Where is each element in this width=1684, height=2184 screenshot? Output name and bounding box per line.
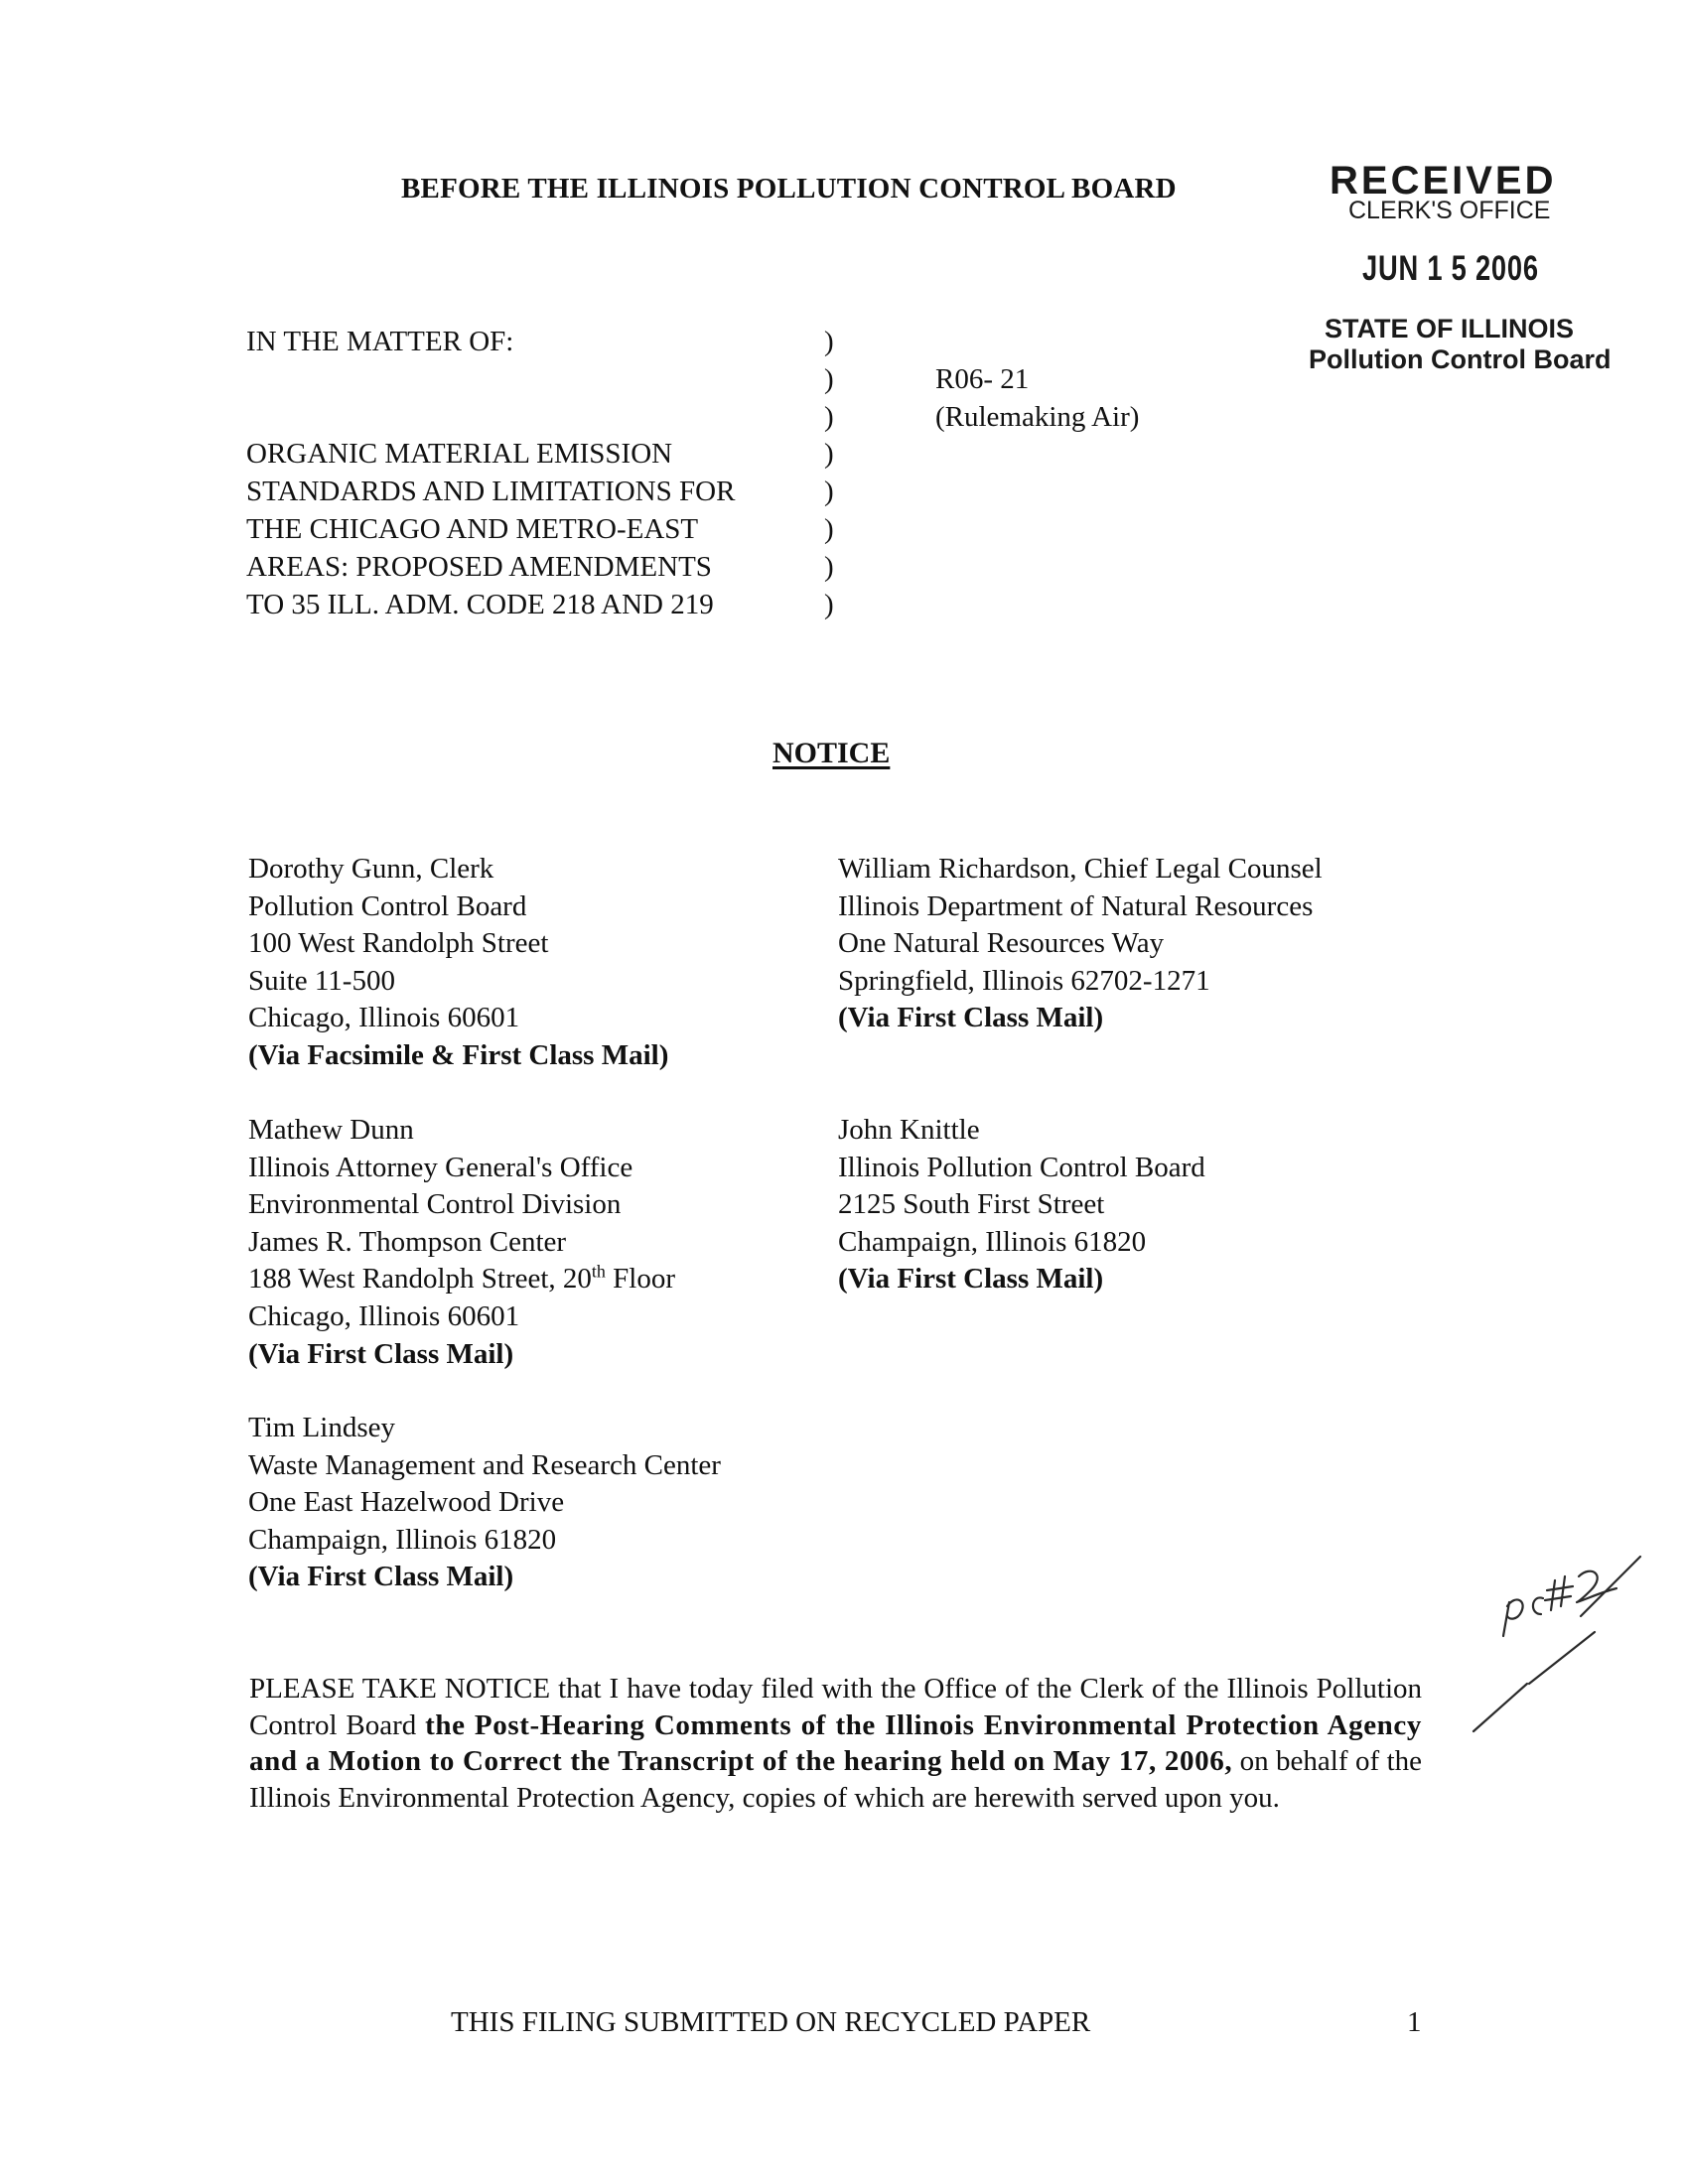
address-line: Environmental Control Division bbox=[248, 1188, 622, 1221]
address-line: Illinois Department of Natural Resources bbox=[838, 889, 1314, 922]
stamp-state: STATE OF ILLINOIS bbox=[1325, 314, 1574, 343]
address-line: 100 West Randolph Street bbox=[248, 927, 549, 960]
stamp-received: RECEIVED bbox=[1330, 159, 1557, 203]
address-line: Suite 11-500 bbox=[248, 964, 395, 997]
caption-paren: ) bbox=[824, 513, 834, 545]
board-title: BEFORE THE ILLINOIS POLLUTION CONTROL BOARD bbox=[401, 173, 1177, 205]
address-line: Waste Management and Research Center bbox=[248, 1448, 721, 1481]
delivery-method: (Via First Class Mail) bbox=[838, 1263, 1104, 1296]
address-line: Illinois Attorney General's Office bbox=[248, 1151, 633, 1183]
handwritten-annotation-drawing bbox=[1432, 1537, 1670, 1755]
docket-type: (Rulemaking Air) bbox=[935, 401, 1140, 433]
caption-paren: ) bbox=[824, 589, 834, 620]
caption-title-line: THE CHICAGO AND METRO-EAST bbox=[246, 513, 699, 545]
recipient-name: Tim Lindsey bbox=[248, 1412, 395, 1443]
ordinal-suffix: th bbox=[591, 1261, 606, 1282]
address-line bbox=[248, 1261, 675, 1298]
street-suffix: Floor bbox=[605, 1263, 676, 1296]
address-line: 2125 South First Street bbox=[838, 1188, 1105, 1221]
notice-paragraph bbox=[249, 1671, 1422, 1816]
caption-paren: ) bbox=[824, 363, 834, 395]
caption-title-line: ORGANIC MATERIAL EMISSION bbox=[246, 438, 673, 470]
notice-heading: NOTICE bbox=[772, 737, 891, 769]
recipient-mathew-dunn bbox=[248, 1112, 675, 1373]
address-line: Chicago, Illinois 60601 bbox=[248, 1002, 520, 1034]
notice-filed-documents: the Post-Hearing Comments of the Illinois Environmental Protection Agency and a Motion to Correct the Transcript of the hearing held on May 17, 2006, bbox=[249, 1708, 1422, 1778]
address-line: One East Hazelwood Drive bbox=[248, 1486, 565, 1519]
delivery-method: (Via Facsimile & First Class Mail) bbox=[248, 1038, 669, 1071]
street-prefix: 188 West Randolph Street, 20 bbox=[248, 1263, 592, 1296]
caption-paren: ) bbox=[824, 476, 834, 507]
handwritten-annotation bbox=[1432, 1537, 1670, 1760]
caption-title-line: STANDARDS AND LIMITATIONS FOR bbox=[246, 476, 736, 507]
recipient-name: Dorothy Gunn, Clerk bbox=[248, 853, 494, 885]
recipient-john-knittle bbox=[838, 1112, 1205, 1298]
in-the-matter: IN THE MATTER OF: bbox=[246, 326, 514, 357]
address-line: Illinois Pollution Control Board bbox=[838, 1151, 1205, 1183]
recipient-name: William Richardson, Chief Legal Counsel bbox=[838, 853, 1323, 885]
address-line: Springfield, Illinois 62702-1271 bbox=[838, 964, 1210, 997]
delivery-method: (Via First Class Mail) bbox=[248, 1561, 514, 1593]
recipient-william-richardson bbox=[838, 851, 1323, 1037]
notice-text: PLEASE TAKE NOTICE that I have today filed with the Office of the Clerk of the Illinois Pollution Control Board bbox=[249, 1673, 1422, 1741]
caption-title-line: AREAS: PROPOSED AMENDMENTS bbox=[246, 551, 712, 583]
recycled-paper-footer: THIS FILING SUBMITTED ON RECYCLED PAPER bbox=[451, 2006, 1091, 2038]
stamp-clerks-office: CLERK'S OFFICE bbox=[1348, 197, 1551, 224]
docket-number: R06- 21 bbox=[935, 363, 1030, 395]
stamp-date: JUN 1 5 2006 bbox=[1362, 249, 1539, 288]
address-line: One Natural Resources Way bbox=[838, 927, 1165, 960]
address-line: Pollution Control Board bbox=[248, 889, 527, 922]
recipient-dorothy-gunn bbox=[248, 851, 668, 1075]
notice-text-end: on behalf of the Illinois Environmental Protection Agency, copies of which are herewith served upon you. bbox=[249, 1745, 1422, 1814]
recipient-name: John Knittle bbox=[838, 1114, 980, 1146]
caption-paren: ) bbox=[824, 551, 834, 583]
caption-paren: ) bbox=[824, 401, 834, 433]
recipient-tim-lindsey bbox=[248, 1410, 721, 1596]
address-line: Champaign, Illinois 61820 bbox=[248, 1523, 557, 1556]
stamp-board: Pollution Control Board bbox=[1309, 344, 1612, 374]
address-line: Champaign, Illinois 61820 bbox=[838, 1225, 1147, 1258]
delivery-method: (Via First Class Mail) bbox=[248, 1337, 514, 1370]
caption-paren: ) bbox=[824, 438, 834, 470]
caption-title-line: TO 35 ILL. ADM. CODE 218 AND 219 bbox=[246, 589, 714, 620]
address-line: Chicago, Illinois 60601 bbox=[248, 1299, 520, 1332]
page-number: 1 bbox=[1407, 2006, 1422, 2038]
caption-paren: ) bbox=[824, 326, 834, 357]
delivery-method: (Via First Class Mail) bbox=[838, 1002, 1104, 1034]
recipient-name: Mathew Dunn bbox=[248, 1114, 414, 1146]
address-line: James R. Thompson Center bbox=[248, 1225, 567, 1258]
